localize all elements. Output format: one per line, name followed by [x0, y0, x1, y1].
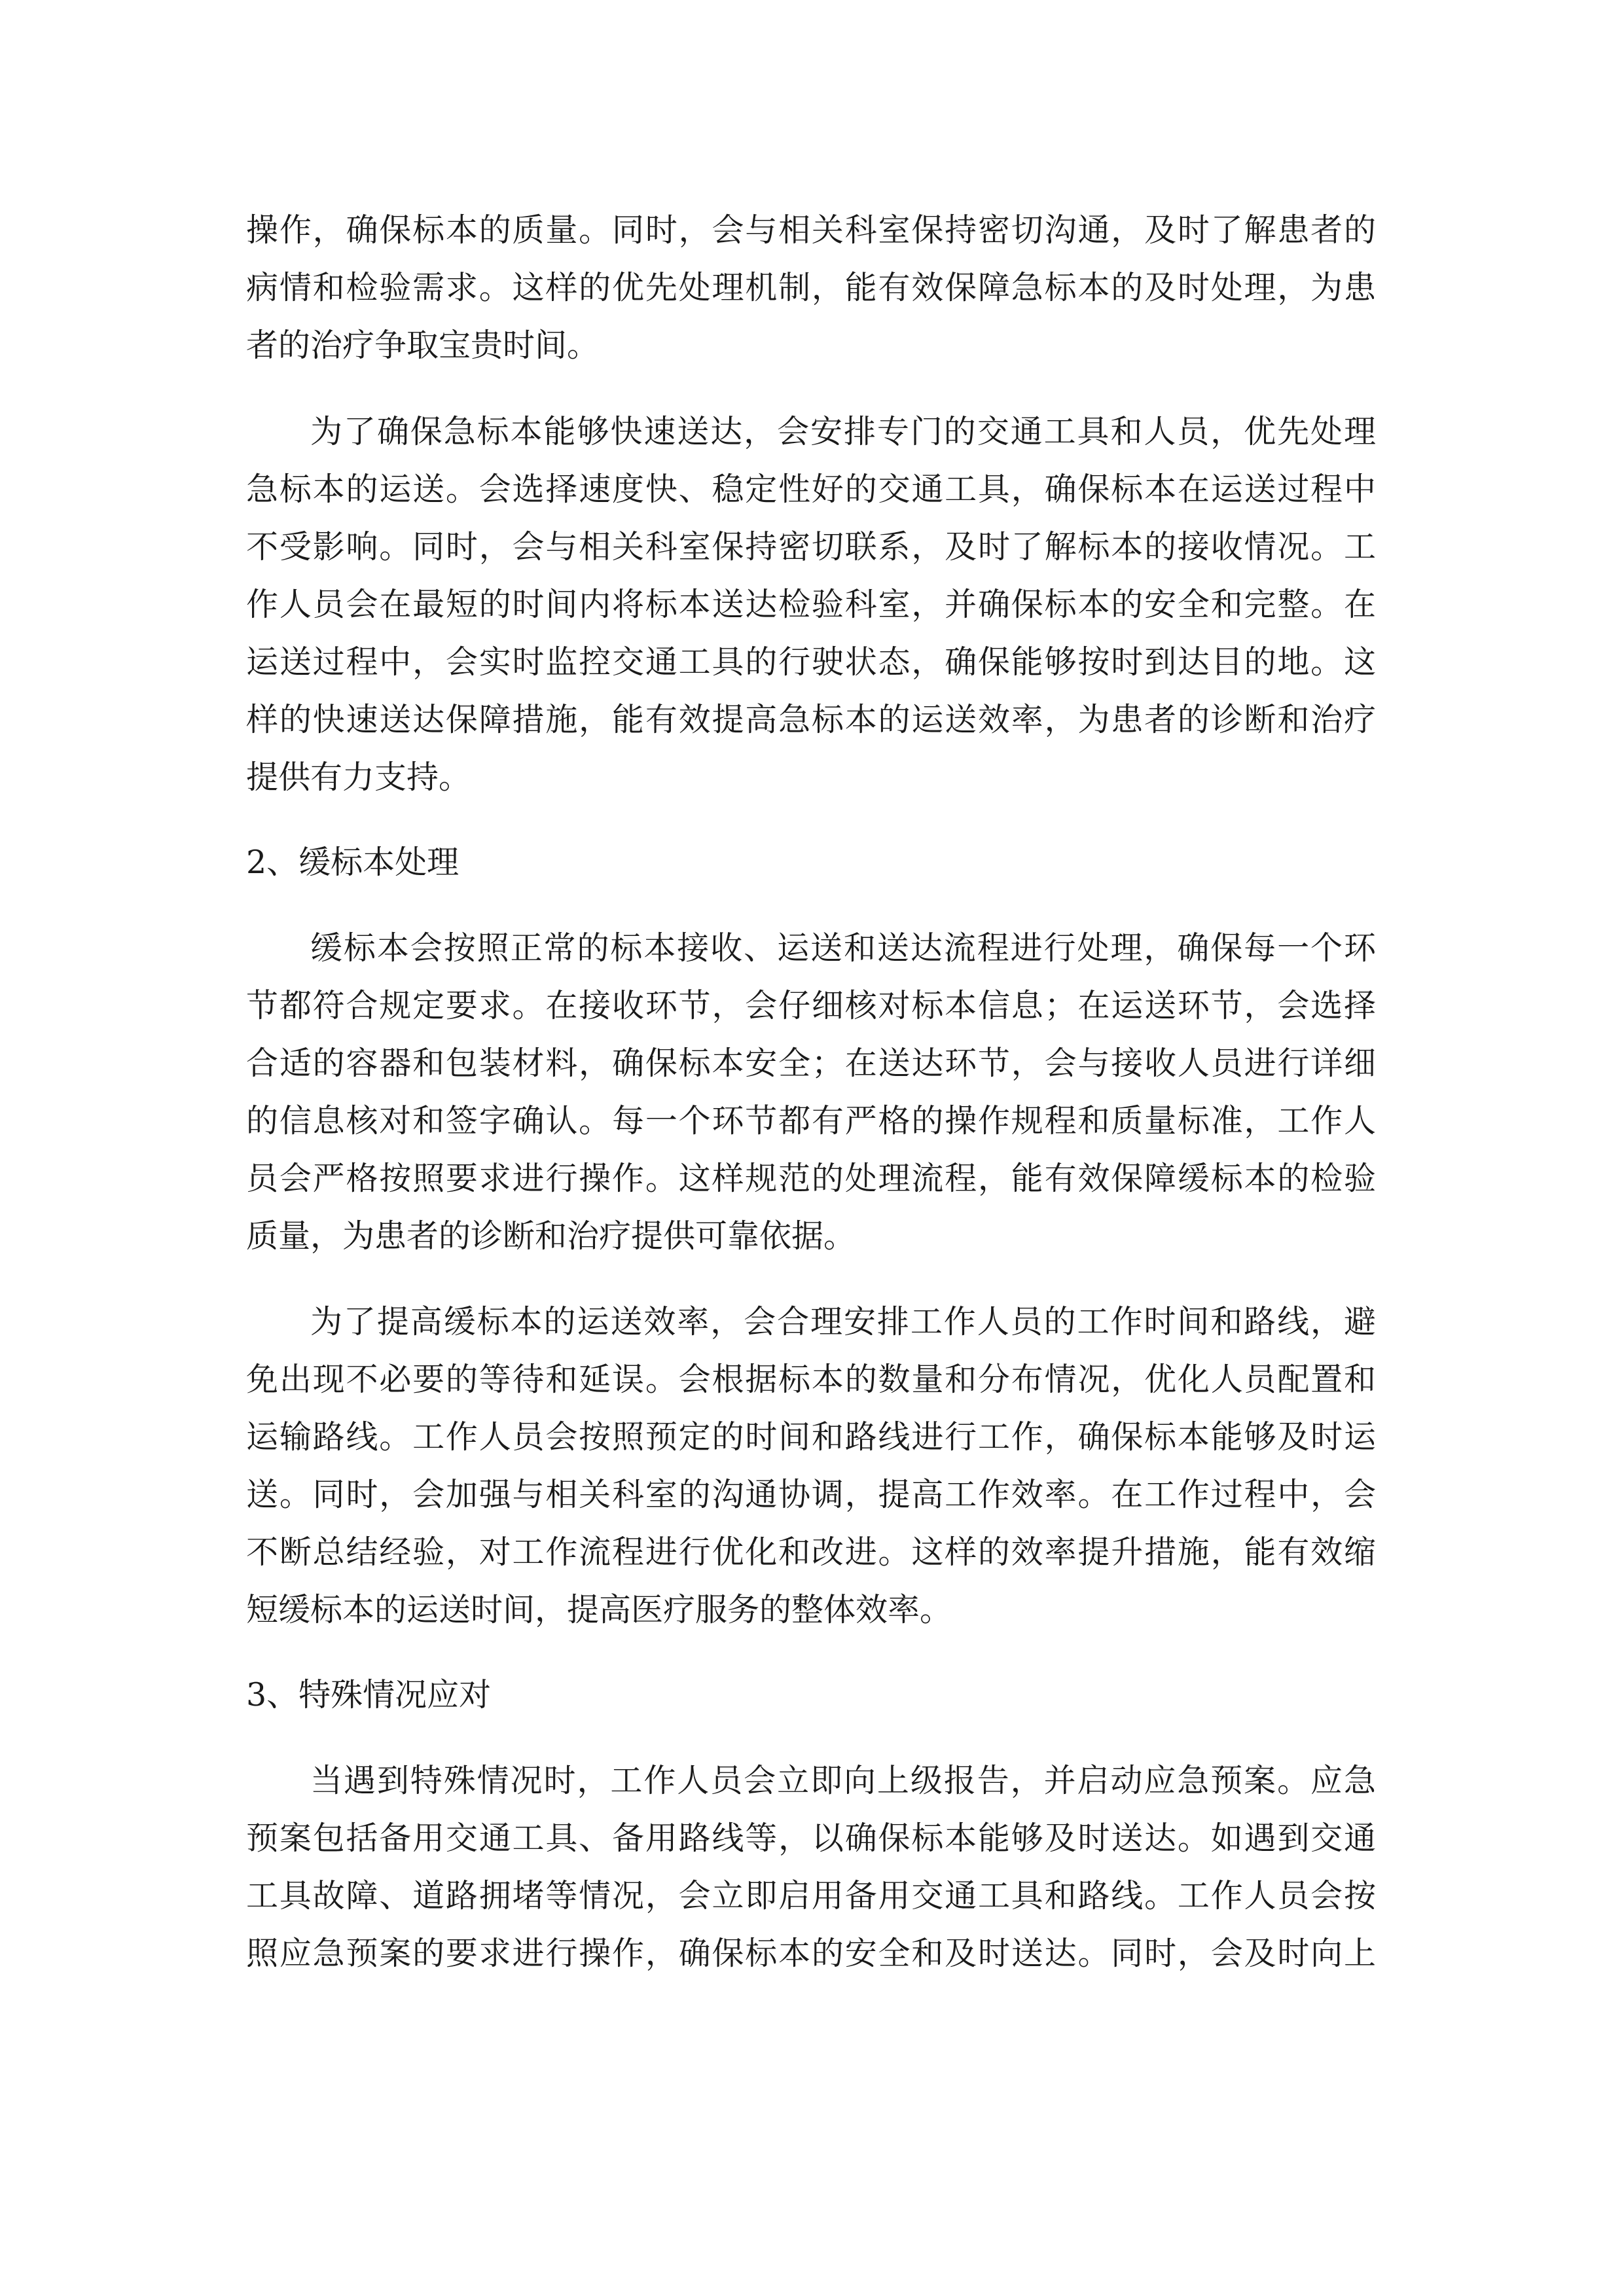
- paragraph-line: 病情和检验需求。这样的优先处理机制，能有效保障急标本的及时处理，为患: [246, 269, 1376, 306]
- paragraph-line: 运送过程中，会实时监控交通工具的行驶状态，确保能够按时到达目的地。这: [246, 643, 1376, 681]
- paragraph-line: 样的快速送达保障措施，能有效提高急标本的运送效率，为患者的诊断和治疗: [246, 701, 1376, 738]
- paragraph-line: 急标本的运送。会选择速度快、稳定性好的交通工具，确保标本在运送过程中: [246, 471, 1376, 508]
- paragraph-line: 作人员会在最短的时间内将标本送达检验科室，并确保标本的安全和完整。在: [246, 586, 1376, 623]
- paragraph-line: 员会严格按照要求进行操作。这样规范的处理流程，能有效保障缓标本的检验: [246, 1160, 1376, 1197]
- paragraph-line: 运输路线。工作人员会按照预定的时间和路线进行工作，确保标本能够及时运: [246, 1418, 1376, 1456]
- paragraph-line: 送。同时，会加强与相关科室的沟通协调，提高工作效率。在工作过程中，会: [246, 1476, 1376, 1513]
- paragraph-line: 照应急预案的要求进行操作，确保标本的安全和及时送达。同时，会及时向上: [246, 1935, 1376, 1972]
- paragraph-line: 缓标本会按照正常的标本接收、运送和送达流程进行处理，确保每一个环: [310, 929, 1376, 967]
- paragraph-line: 合适的容器和包装材料，确保标本安全；在送达环节，会与接收人员进行详细: [246, 1045, 1376, 1082]
- paragraph-line: 质量，为患者的诊断和治疗提供可靠依据。: [246, 1217, 856, 1255]
- paragraph-line: 节都符合规定要求。在接收环节，会仔细核对标本信息；在运送环节，会选择: [246, 987, 1376, 1024]
- section-heading: 2、缓标本处理: [246, 844, 460, 881]
- paragraph-line: 提供有力支持。: [246, 759, 471, 796]
- paragraph-line: 免出现不必要的等待和延误。会根据标本的数量和分布情况，优化人员配置和: [246, 1361, 1376, 1398]
- paragraph-line: 为了提高缓标本的运送效率，会合理安排工作人员的工作时间和路线，避: [310, 1303, 1376, 1340]
- paragraph-line: 为了确保急标本能够快速送达，会安排专门的交通工具和人员，优先处理: [310, 413, 1376, 450]
- section-heading: 3、特殊情况应对: [246, 1676, 492, 1713]
- paragraph-line: 操作，确保标本的质量。同时，会与相关科室保持密切沟通，及时了解患者的: [246, 211, 1376, 249]
- paragraph-line: 不断总结经验，对工作流程进行优化和改进。这样的效率提升措施，能有效缩: [246, 1534, 1376, 1571]
- paragraph-line: 工具故障、道路拥堵等情况，会立即启用备用交通工具和路线。工作人员会按: [246, 1877, 1376, 1914]
- paragraph-line: 短缓标本的运送时间，提高医疗服务的整体效率。: [246, 1591, 952, 1628]
- paragraph-line: 不受影响。同时，会与相关科室保持密切联系，及时了解标本的接收情况。工: [246, 528, 1376, 565]
- paragraph-line: 的信息核对和签字确认。每一个环节都有严格的操作规程和质量标准，工作人: [246, 1102, 1376, 1139]
- paragraph-line: 预案包括备用交通工具、备用路线等，以确保标本能够及时送达。如遇到交通: [246, 1820, 1376, 1857]
- paragraph-line: 者的治疗争取宝贵时间。: [246, 327, 600, 364]
- paragraph-line: 当遇到特殊情况时，工作人员会立即向上级报告，并启动应急预案。应急: [310, 1762, 1376, 1799]
